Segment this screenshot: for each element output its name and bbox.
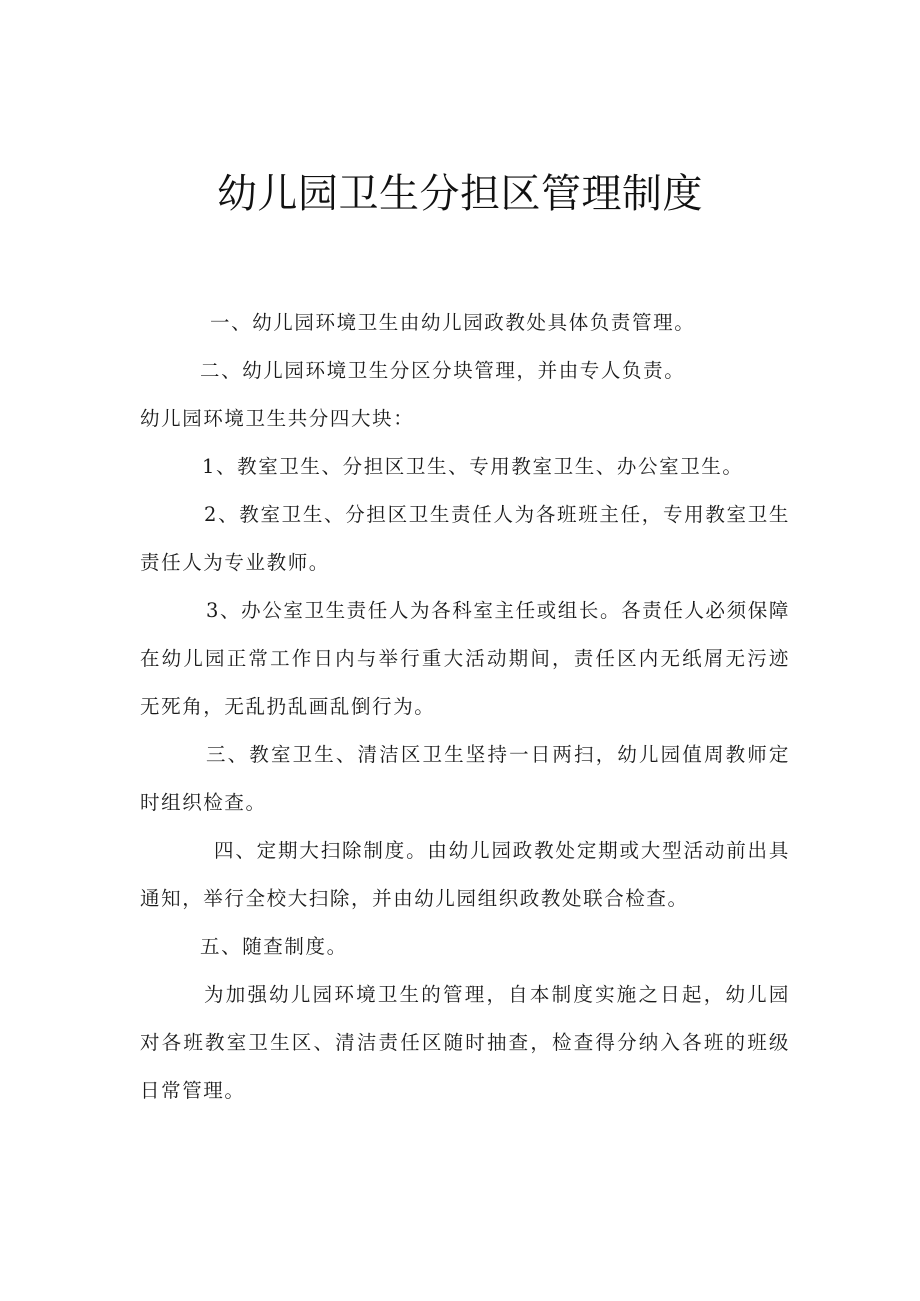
paragraph-1: 一、幼儿园环境卫生由幼儿园政教处具体负责管理。 — [210, 311, 696, 334]
paragraph-5: 2、教室卫生、分担区卫生责任人为各班班主任，专用教室卫生责任人为专业教师。 — [140, 503, 790, 574]
paragraph-2: 二、幼儿园环境卫生分区分块管理，并由专人负责。 — [200, 359, 686, 382]
paragraph-8: 四、定期大扫除制度。由幼儿园政教处定期或大型活动前出具通知，举行全校大扫除，并由幼儿园组织政教处联合检查。 — [140, 839, 790, 910]
paragraph-9: 五、随查制度。 — [200, 935, 348, 958]
paragraph-3: 幼儿园环境卫生共分四大块： — [140, 407, 415, 430]
paragraph-7: 三、教室卫生、清洁区卫生坚持一日两扫，幼儿园值周教师定时组织检查。 — [140, 743, 790, 814]
paragraph-6: 3、办公室卫生责任人为各科室主任或组长。各责任人必须保障在幼儿园正常工作日内与举行重大活动期间，责任区内无纸屑无污迹无死角，无乱扔乱画乱倒行为。 — [140, 599, 790, 718]
paragraph-10: 为加强幼儿园环境卫生的管理，自本制度实施之日起，幼儿园对各班教室卫生区、清洁责任区随时抽查，检查得分纳入各班的班级日常管理。 — [140, 983, 790, 1102]
document-title: 幼儿园卫生分担区管理制度 — [217, 171, 703, 217]
paragraph-4: 1、教室卫生、分担区卫生、专用教室卫生、办公室卫生。 — [202, 455, 744, 478]
document-body — [140, 299, 790, 1115]
